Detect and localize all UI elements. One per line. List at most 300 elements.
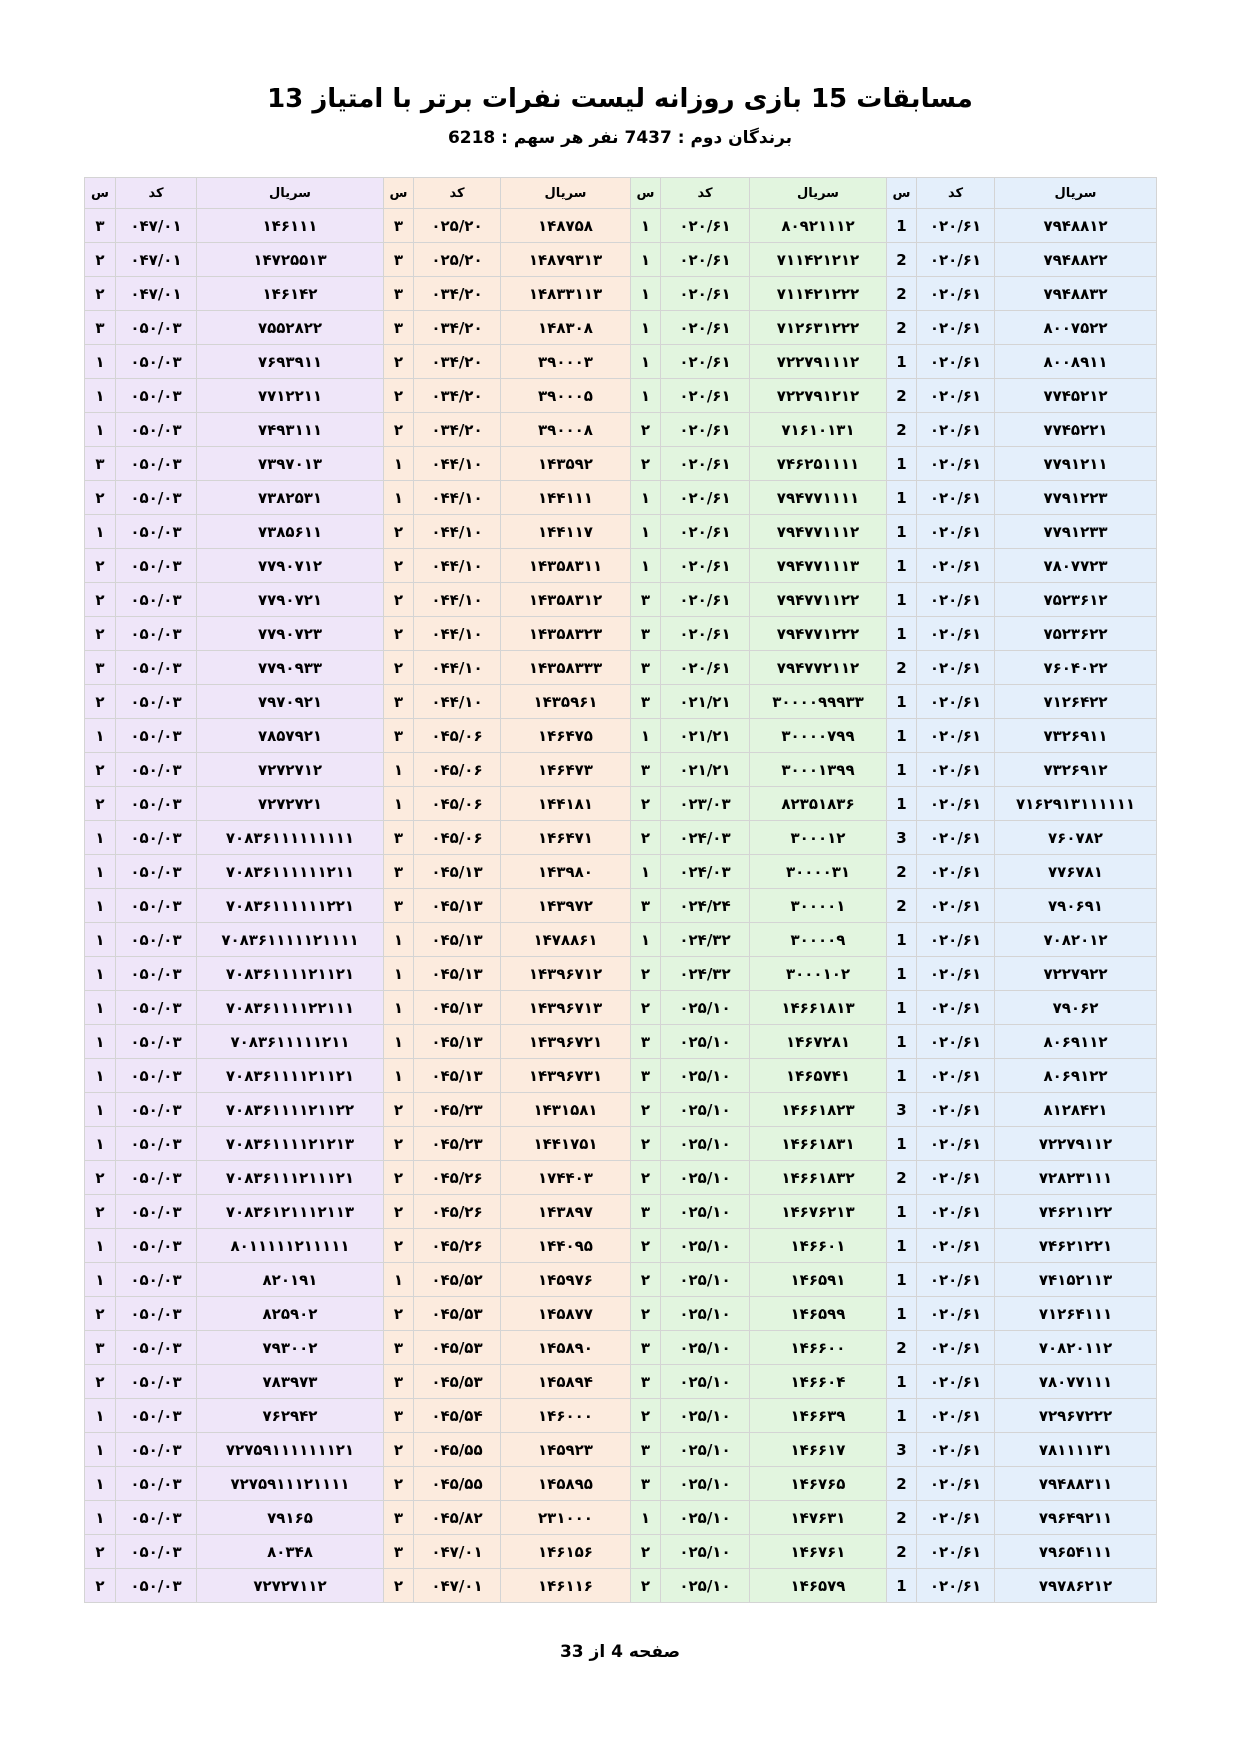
cell-serial: ۷۰۸۳۶۱۱۱۱۲۱۱۲۱	[197, 1059, 384, 1093]
cell-s: ۳	[85, 209, 116, 243]
table-row	[85, 311, 1157, 345]
cell-s: ۱	[631, 379, 661, 413]
cell-s: ۲	[384, 1569, 414, 1603]
cell-code: ۰۲۴/۰۳	[661, 821, 750, 855]
cell-code: ۰۵۰/۰۳	[116, 1161, 197, 1195]
cell-code: ۰۲۰/۶۱	[917, 243, 995, 277]
cell-serial: ۱۴۶۵۹۹	[750, 1297, 887, 1331]
cell-s: ۳	[631, 753, 661, 787]
cell-code: ۰۴۵/۰۶	[414, 787, 501, 821]
cell-code: ۰۴۷/۰۱	[116, 243, 197, 277]
cell-s: ۱	[85, 1059, 116, 1093]
cell-serial: ۷۹۴۷۷۱۲۲۲	[750, 617, 887, 651]
cell-serial: ۳۰۰۰۱۲	[750, 821, 887, 855]
cell-serial: ۱۴۶۴۷۳	[501, 753, 631, 787]
cell-serial: ۲۳۱۰۰۰	[501, 1501, 631, 1535]
cell-s: ۲	[384, 1433, 414, 1467]
cell-s: ۱	[85, 1127, 116, 1161]
cell-serial: ۱۴۴۱۸۱	[501, 787, 631, 821]
cell-code: ۰۲۵/۱۰	[661, 1025, 750, 1059]
cell-code: ۰۵۰/۰۳	[116, 345, 197, 379]
header-serial: سریال	[501, 178, 631, 209]
cell-serial: ۷۷۹۰۹۳۳	[197, 651, 384, 685]
cell-s: 1	[887, 1059, 917, 1093]
cell-s: ۳	[85, 1331, 116, 1365]
cell-serial: ۷۱۲۶۴۲۲	[995, 685, 1157, 719]
cell-serial: ۱۴۳۵۸۳۳۳	[501, 651, 631, 685]
cell-serial: ۷۲۲۷۹۱۱۲	[995, 1127, 1157, 1161]
cell-serial: ۱۴۸۷۵۸	[501, 209, 631, 243]
cell-s: 1	[887, 685, 917, 719]
cell-code: ۰۴۵/۱۳	[414, 855, 501, 889]
cell-serial: ۷۳۸۵۶۱۱	[197, 515, 384, 549]
cell-code: ۰۴۵/۱۳	[414, 889, 501, 923]
cell-code: ۰۲۰/۶۱	[917, 1297, 995, 1331]
cell-code: ۰۴۵/۲۳	[414, 1093, 501, 1127]
cell-s: ۱	[384, 481, 414, 515]
cell-s: ۱	[85, 889, 116, 923]
cell-serial: ۱۴۳۹۶۷۳۱	[501, 1059, 631, 1093]
cell-code: ۰۲۰/۶۱	[661, 651, 750, 685]
cell-code: ۰۲۰/۶۱	[917, 515, 995, 549]
cell-code: ۰۲۰/۶۱	[661, 583, 750, 617]
cell-serial: ۷۹۶۵۴۱۱۱	[995, 1535, 1157, 1569]
cell-s: 2	[887, 311, 917, 345]
cell-s: ۲	[384, 1229, 414, 1263]
cell-s: ۲	[631, 1569, 661, 1603]
cell-s: ۲	[384, 651, 414, 685]
cell-s: 1	[887, 447, 917, 481]
cell-code: ۰۵۰/۰۳	[116, 753, 197, 787]
cell-code: ۰۵۰/۰۳	[116, 1127, 197, 1161]
cell-serial: ۷۰۸۳۶۱۱۱۱۲۱۱۲۱	[197, 957, 384, 991]
cell-code: ۰۴۴/۱۰	[414, 515, 501, 549]
cell-s: ۳	[384, 1399, 414, 1433]
cell-serial: ۷۴۶۲۵۱۱۱۱	[750, 447, 887, 481]
cell-s: 2	[887, 243, 917, 277]
cell-serial: ۷۲۷۲۷۲۱	[197, 787, 384, 821]
cell-code: ۰۲۰/۶۱	[917, 1263, 995, 1297]
table-row	[85, 1501, 1157, 1535]
cell-s: 1	[887, 1263, 917, 1297]
cell-serial: ۱۴۵۹۷۶	[501, 1263, 631, 1297]
cell-s: ۱	[384, 1263, 414, 1297]
cell-s: ۱	[85, 1433, 116, 1467]
cell-s: ۲	[85, 1365, 116, 1399]
cell-s: 2	[887, 277, 917, 311]
cell-s: ۳	[631, 651, 661, 685]
header-code: کد	[917, 178, 995, 209]
cell-serial: ۳۹۰۰۰۳	[501, 345, 631, 379]
cell-code: ۰۲۰/۶۱	[917, 583, 995, 617]
cell-s: ۲	[631, 1127, 661, 1161]
cell-serial: ۷۱۶۱۰۱۳۱	[750, 413, 887, 447]
page-footer: صفحه 4 از 33	[559, 1642, 681, 1662]
cell-s: 1	[887, 617, 917, 651]
cell-s: 1	[887, 345, 917, 379]
cell-serial: ۷۹۴۷۷۱۱۱۲	[750, 515, 887, 549]
cell-code: ۰۴۷/۰۱	[116, 277, 197, 311]
cell-serial: ۷۶۰۴۰۲۲	[995, 651, 1157, 685]
cell-code: ۰۲۰/۶۱	[661, 209, 750, 243]
cell-s: ۲	[85, 243, 116, 277]
cell-serial: ۱۴۷۸۸۶۱	[501, 923, 631, 957]
cell-serial: ۸۰۱۱۱۱۱۲۱۱۱۱۱	[197, 1229, 384, 1263]
cell-s: 3	[887, 1093, 917, 1127]
cell-code: ۰۴۵/۵۵	[414, 1433, 501, 1467]
cell-code: ۰۵۰/۰۳	[116, 481, 197, 515]
cell-code: ۰۴۵/۵۳	[414, 1365, 501, 1399]
cell-serial: ۱۴۳۵۹۶۱	[501, 685, 631, 719]
cell-serial: ۷۲۷۵۹۱۱۱۲۱۱۱۱	[197, 1467, 384, 1501]
cell-s: ۲	[384, 1297, 414, 1331]
cell-code: ۰۲۰/۶۱	[661, 549, 750, 583]
cell-code: ۰۲۰/۶۱	[661, 617, 750, 651]
table-row	[85, 685, 1157, 719]
cell-s: ۱	[384, 957, 414, 991]
cell-code: ۰۲۰/۶۱	[917, 651, 995, 685]
table-row	[85, 1569, 1157, 1603]
cell-serial: ۷۰۸۳۶۱۱۱۱۱۱۱۱۱	[197, 821, 384, 855]
header-s: س	[85, 178, 116, 209]
table-row	[85, 515, 1157, 549]
cell-s: 2	[887, 1161, 917, 1195]
cell-code: ۰۲۰/۶۱	[917, 209, 995, 243]
cell-code: ۰۵۰/۰۳	[116, 889, 197, 923]
cell-s: ۳	[631, 685, 661, 719]
cell-code: ۰۲۰/۶۱	[917, 617, 995, 651]
cell-serial: ۷۱۱۴۲۱۲۲۲	[750, 277, 887, 311]
cell-code: ۰۲۰/۶۱	[917, 1467, 995, 1501]
cell-serial: ۷۹۴۷۷۱۱۱۱	[750, 481, 887, 515]
cell-s: ۳	[384, 1501, 414, 1535]
cell-s: 1	[887, 923, 917, 957]
cell-s: ۲	[384, 1195, 414, 1229]
cell-serial: ۱۴۶۶۳۹	[750, 1399, 887, 1433]
cell-serial: ۷۷۹۱۲۳۳	[995, 515, 1157, 549]
cell-serial: ۱۴۴۱۱۷	[501, 515, 631, 549]
cell-serial: ۷۰۸۳۶۱۱۱۱۱۱۲۲۱	[197, 889, 384, 923]
cell-s: ۱	[384, 447, 414, 481]
cell-s: 1	[887, 1229, 917, 1263]
cell-code: ۰۵۰/۰۳	[116, 413, 197, 447]
cell-code: ۰۲۰/۶۱	[661, 311, 750, 345]
winners-table	[84, 177, 1157, 1603]
cell-serial: ۱۴۶۷۶۱	[750, 1535, 887, 1569]
cell-s: ۱	[384, 1059, 414, 1093]
cell-serial: ۱۷۴۴۰۳	[501, 1161, 631, 1195]
cell-code: ۰۴۴/۱۰	[414, 549, 501, 583]
cell-code: ۰۲۱/۲۱	[661, 685, 750, 719]
cell-serial: ۷۰۸۳۶۱۱۱۱۱۱۲۱۱	[197, 855, 384, 889]
cell-code: ۰۲۵/۱۰	[661, 1059, 750, 1093]
cell-s: ۳	[384, 1365, 414, 1399]
cell-s: 1	[887, 1025, 917, 1059]
cell-serial: ۷۵۲۳۶۱۲	[995, 583, 1157, 617]
table-row	[85, 719, 1157, 753]
cell-code: ۰۴۵/۵۲	[414, 1263, 501, 1297]
cell-s: 2	[887, 1467, 917, 1501]
cell-serial: ۷۵۲۳۶۲۲	[995, 617, 1157, 651]
cell-code: ۰۵۰/۰۳	[116, 1467, 197, 1501]
cell-serial: ۱۴۳۵۸۳۱۱	[501, 549, 631, 583]
cell-code: ۰۴۵/۰۶	[414, 821, 501, 855]
cell-serial: ۱۴۳۹۸۰	[501, 855, 631, 889]
cell-code: ۰۴۵/۰۶	[414, 753, 501, 787]
cell-code: ۰۲۰/۶۱	[661, 379, 750, 413]
cell-serial: ۱۴۶۶۱۸۳۱	[750, 1127, 887, 1161]
cell-serial: ۱۴۳۱۵۸۱	[501, 1093, 631, 1127]
cell-code: ۰۲۰/۶۱	[917, 1433, 995, 1467]
cell-s: ۲	[85, 1195, 116, 1229]
cell-serial: ۷۷۴۵۲۱۲	[995, 379, 1157, 413]
cell-serial: ۱۴۵۸۹۴	[501, 1365, 631, 1399]
cell-s: ۲	[631, 1229, 661, 1263]
table-row	[85, 1127, 1157, 1161]
cell-s: ۱	[631, 481, 661, 515]
table-row	[85, 583, 1157, 617]
cell-serial: ۳۰۰۰۰۷۹۹	[750, 719, 887, 753]
cell-code: ۰۲۰/۶۱	[661, 447, 750, 481]
cell-serial: ۷۳۹۷۰۱۳	[197, 447, 384, 481]
cell-code: ۰۵۰/۰۳	[116, 1195, 197, 1229]
cell-s: ۲	[85, 1297, 116, 1331]
table-row	[85, 787, 1157, 821]
cell-serial: ۱۴۶۱۱۱	[197, 209, 384, 243]
cell-serial: ۱۴۴۱۱۱	[501, 481, 631, 515]
cell-code: ۰۲۰/۶۱	[917, 957, 995, 991]
cell-code: ۰۲۵/۲۰	[414, 243, 501, 277]
header-serial: سریال	[750, 178, 887, 209]
cell-s: ۱	[631, 515, 661, 549]
cell-serial: ۷۹۴۸۸۳۲	[995, 277, 1157, 311]
cell-code: ۰۴۷/۰۱	[116, 209, 197, 243]
cell-code: ۰۵۰/۰۳	[116, 1569, 197, 1603]
cell-code: ۰۵۰/۰۳	[116, 515, 197, 549]
table-row	[85, 617, 1157, 651]
cell-s: ۱	[384, 991, 414, 1025]
table-row	[85, 379, 1157, 413]
cell-code: ۰۲۵/۱۰	[661, 1127, 750, 1161]
cell-s: ۲	[631, 1399, 661, 1433]
table-row	[85, 1025, 1157, 1059]
cell-code: ۰۲۵/۱۰	[661, 1093, 750, 1127]
cell-s: 2	[887, 413, 917, 447]
cell-code: ۰۲۱/۲۱	[661, 719, 750, 753]
cell-s: ۲	[631, 957, 661, 991]
cell-serial: ۱۴۶۴۷۵	[501, 719, 631, 753]
cell-s: ۳	[384, 719, 414, 753]
cell-serial: ۷۱۲۶۴۱۱۱	[995, 1297, 1157, 1331]
cell-serial: ۱۴۶۶۰۰	[750, 1331, 887, 1365]
cell-code: ۰۵۰/۰۳	[116, 1535, 197, 1569]
table-row	[85, 651, 1157, 685]
cell-serial: ۱۴۷۶۳۱	[750, 1501, 887, 1535]
cell-s: ۲	[631, 1297, 661, 1331]
cell-s: ۲	[85, 549, 116, 583]
cell-s: ۳	[631, 583, 661, 617]
cell-serial: ۱۴۸۳۳۱۱۳	[501, 277, 631, 311]
cell-code: ۰۴۵/۱۳	[414, 923, 501, 957]
cell-serial: ۸۲۰۱۹۱	[197, 1263, 384, 1297]
table-row	[85, 855, 1157, 889]
cell-s: 1	[887, 1365, 917, 1399]
cell-code: ۰۴۴/۱۰	[414, 685, 501, 719]
table-row	[85, 1467, 1157, 1501]
cell-s: 1	[887, 1127, 917, 1161]
page-title: مسابقات 15 بازی روزانه لیست نفرات برتر با امتیاز 13	[267, 84, 973, 114]
table-row	[85, 991, 1157, 1025]
cell-s: 1	[887, 209, 917, 243]
cell-code: ۰۲۰/۶۱	[917, 685, 995, 719]
cell-code: ۰۵۰/۰۳	[116, 651, 197, 685]
cell-serial: ۷۳۸۲۵۳۱	[197, 481, 384, 515]
cell-code: ۰۲۰/۶۱	[917, 855, 995, 889]
cell-s: 1	[887, 1399, 917, 1433]
cell-s: 1	[887, 719, 917, 753]
cell-code: ۰۲۰/۶۱	[661, 481, 750, 515]
cell-code: ۰۴۵/۸۲	[414, 1501, 501, 1535]
cell-s: ۳	[384, 889, 414, 923]
cell-s: ۱	[85, 413, 116, 447]
cell-s: ۲	[85, 617, 116, 651]
cell-s: ۲	[85, 583, 116, 617]
cell-serial: ۷۶۹۳۹۱۱	[197, 345, 384, 379]
cell-serial: ۱۴۶۷۶۵	[750, 1467, 887, 1501]
cell-code: ۰۲۰/۶۱	[661, 515, 750, 549]
table-row	[85, 1229, 1157, 1263]
cell-serial: ۱۴۶۷۲۸۱	[750, 1025, 887, 1059]
cell-serial: ۷۱۲۶۳۱۲۲۲	[750, 311, 887, 345]
cell-serial: ۷۷۴۵۲۲۱	[995, 413, 1157, 447]
cell-serial: ۳۰۰۰۰۹	[750, 923, 887, 957]
table-row	[85, 1535, 1157, 1569]
cell-s: ۲	[384, 1127, 414, 1161]
cell-code: ۰۴۵/۵۵	[414, 1467, 501, 1501]
cell-s: ۲	[384, 379, 414, 413]
cell-s: 2	[887, 1535, 917, 1569]
table-row	[85, 1161, 1157, 1195]
cell-serial: ۱۴۶۰۰۰	[501, 1399, 631, 1433]
cell-serial: ۷۹۶۴۹۲۱۱	[995, 1501, 1157, 1535]
table-row	[85, 957, 1157, 991]
cell-serial: ۱۴۳۹۶۷۲۱	[501, 1025, 631, 1059]
cell-s: ۲	[85, 685, 116, 719]
cell-s: ۳	[85, 311, 116, 345]
cell-s: ۲	[631, 413, 661, 447]
cell-s: ۲	[384, 1161, 414, 1195]
cell-code: ۰۴۵/۵۴	[414, 1399, 501, 1433]
cell-serial: ۱۴۳۵۸۳۲۳	[501, 617, 631, 651]
cell-code: ۰۲۰/۶۱	[917, 1127, 995, 1161]
cell-s: ۱	[631, 277, 661, 311]
table-row	[85, 1059, 1157, 1093]
cell-s: ۲	[85, 787, 116, 821]
table-row	[85, 923, 1157, 957]
cell-s: ۱	[85, 1263, 116, 1297]
cell-serial: ۷۴۹۳۱۱۱	[197, 413, 384, 447]
cell-serial: ۳۹۰۰۰۵	[501, 379, 631, 413]
cell-code: ۰۵۰/۰۳	[116, 991, 197, 1025]
cell-code: ۰۳۴/۲۰	[414, 379, 501, 413]
cell-serial: ۷۹۰۶۹۱	[995, 889, 1157, 923]
cell-s: ۱	[85, 515, 116, 549]
cell-s: 1	[887, 787, 917, 821]
cell-serial: ۷۲۷۵۹۱۱۱۱۱۱۱۲۱	[197, 1433, 384, 1467]
cell-serial: ۸۱۲۸۴۲۱	[995, 1093, 1157, 1127]
cell-s: ۱	[631, 923, 661, 957]
cell-serial: ۷۷۹۰۷۲۳	[197, 617, 384, 651]
cell-s: ۲	[384, 617, 414, 651]
cell-code: ۰۲۴/۰۳	[661, 855, 750, 889]
header-code: کد	[661, 178, 750, 209]
cell-serial: ۷۸۳۹۷۳	[197, 1365, 384, 1399]
header-s: س	[384, 178, 414, 209]
cell-serial: ۷۲۷۲۷۱۲	[197, 753, 384, 787]
cell-code: ۰۳۴/۲۰	[414, 311, 501, 345]
cell-code: ۰۲۵/۱۰	[661, 1229, 750, 1263]
cell-serial: ۷۸۵۷۹۲۱	[197, 719, 384, 753]
cell-serial: ۷۳۲۶۹۱۲	[995, 753, 1157, 787]
cell-s: ۲	[631, 1093, 661, 1127]
cell-code: ۰۲۵/۱۰	[661, 1569, 750, 1603]
cell-code: ۰۲۰/۶۱	[917, 447, 995, 481]
cell-code: ۰۴۴/۱۰	[414, 651, 501, 685]
cell-s: ۳	[384, 243, 414, 277]
cell-s: ۱	[85, 1229, 116, 1263]
cell-serial: ۷۲۷۲۷۱۱۲	[197, 1569, 384, 1603]
cell-s: ۱	[384, 923, 414, 957]
cell-code: ۰۲۰/۶۱	[917, 1365, 995, 1399]
cell-serial: ۸۰۶۹۱۲۲	[995, 1059, 1157, 1093]
cell-s: 1	[887, 583, 917, 617]
cell-code: ۰۵۰/۰۳	[116, 855, 197, 889]
cell-s: 2	[887, 651, 917, 685]
cell-serial: ۷۰۸۲۰۱۲	[995, 923, 1157, 957]
table-row	[85, 345, 1157, 379]
cell-serial: ۱۴۶۶۱۸۳۲	[750, 1161, 887, 1195]
table-row	[85, 1297, 1157, 1331]
cell-serial: ۷۸۰۷۷۱۱۱	[995, 1365, 1157, 1399]
cell-code: ۰۲۵/۱۰	[661, 1535, 750, 1569]
cell-code: ۰۵۰/۰۳	[116, 685, 197, 719]
cell-serial: ۷۲۲۷۹۱۱۱۲	[750, 345, 887, 379]
cell-serial: ۷۷۹۰۷۱۲	[197, 549, 384, 583]
cell-serial: ۱۴۸۷۹۳۱۳	[501, 243, 631, 277]
cell-s: ۱	[631, 345, 661, 379]
cell-serial: ۷۰۸۳۶۱۱۱۱۲۱۲۱۳	[197, 1127, 384, 1161]
header-serial: سریال	[197, 178, 384, 209]
cell-serial: ۷۱۶۲۹۱۳۱۱۱۱۱۱	[995, 787, 1157, 821]
cell-serial: ۱۴۶۶۰۴	[750, 1365, 887, 1399]
page-subtitle: برندگان دوم : 7437 نفر هر سهم : 6218	[447, 128, 793, 148]
cell-code: ۰۵۰/۰۳	[116, 447, 197, 481]
cell-serial: ۷۹۴۸۸۳۱۱	[995, 1467, 1157, 1501]
cell-s: ۲	[631, 1535, 661, 1569]
cell-code: ۰۵۰/۰۳	[116, 1365, 197, 1399]
cell-code: ۰۲۰/۶۱	[917, 1229, 995, 1263]
cell-s: ۲	[631, 1161, 661, 1195]
cell-serial: ۷۵۵۲۸۲۲	[197, 311, 384, 345]
cell-s: ۳	[631, 1433, 661, 1467]
cell-serial: ۱۴۵۸۷۷	[501, 1297, 631, 1331]
cell-serial: ۷۳۲۶۹۱۱	[995, 719, 1157, 753]
cell-serial: ۷۸۰۷۷۲۳	[995, 549, 1157, 583]
cell-serial: ۸۰۳۴۸	[197, 1535, 384, 1569]
cell-code: ۰۲۰/۶۱	[917, 1569, 995, 1603]
cell-s: ۲	[631, 447, 661, 481]
cell-serial: ۸۲۳۵۱۸۳۶	[750, 787, 887, 821]
